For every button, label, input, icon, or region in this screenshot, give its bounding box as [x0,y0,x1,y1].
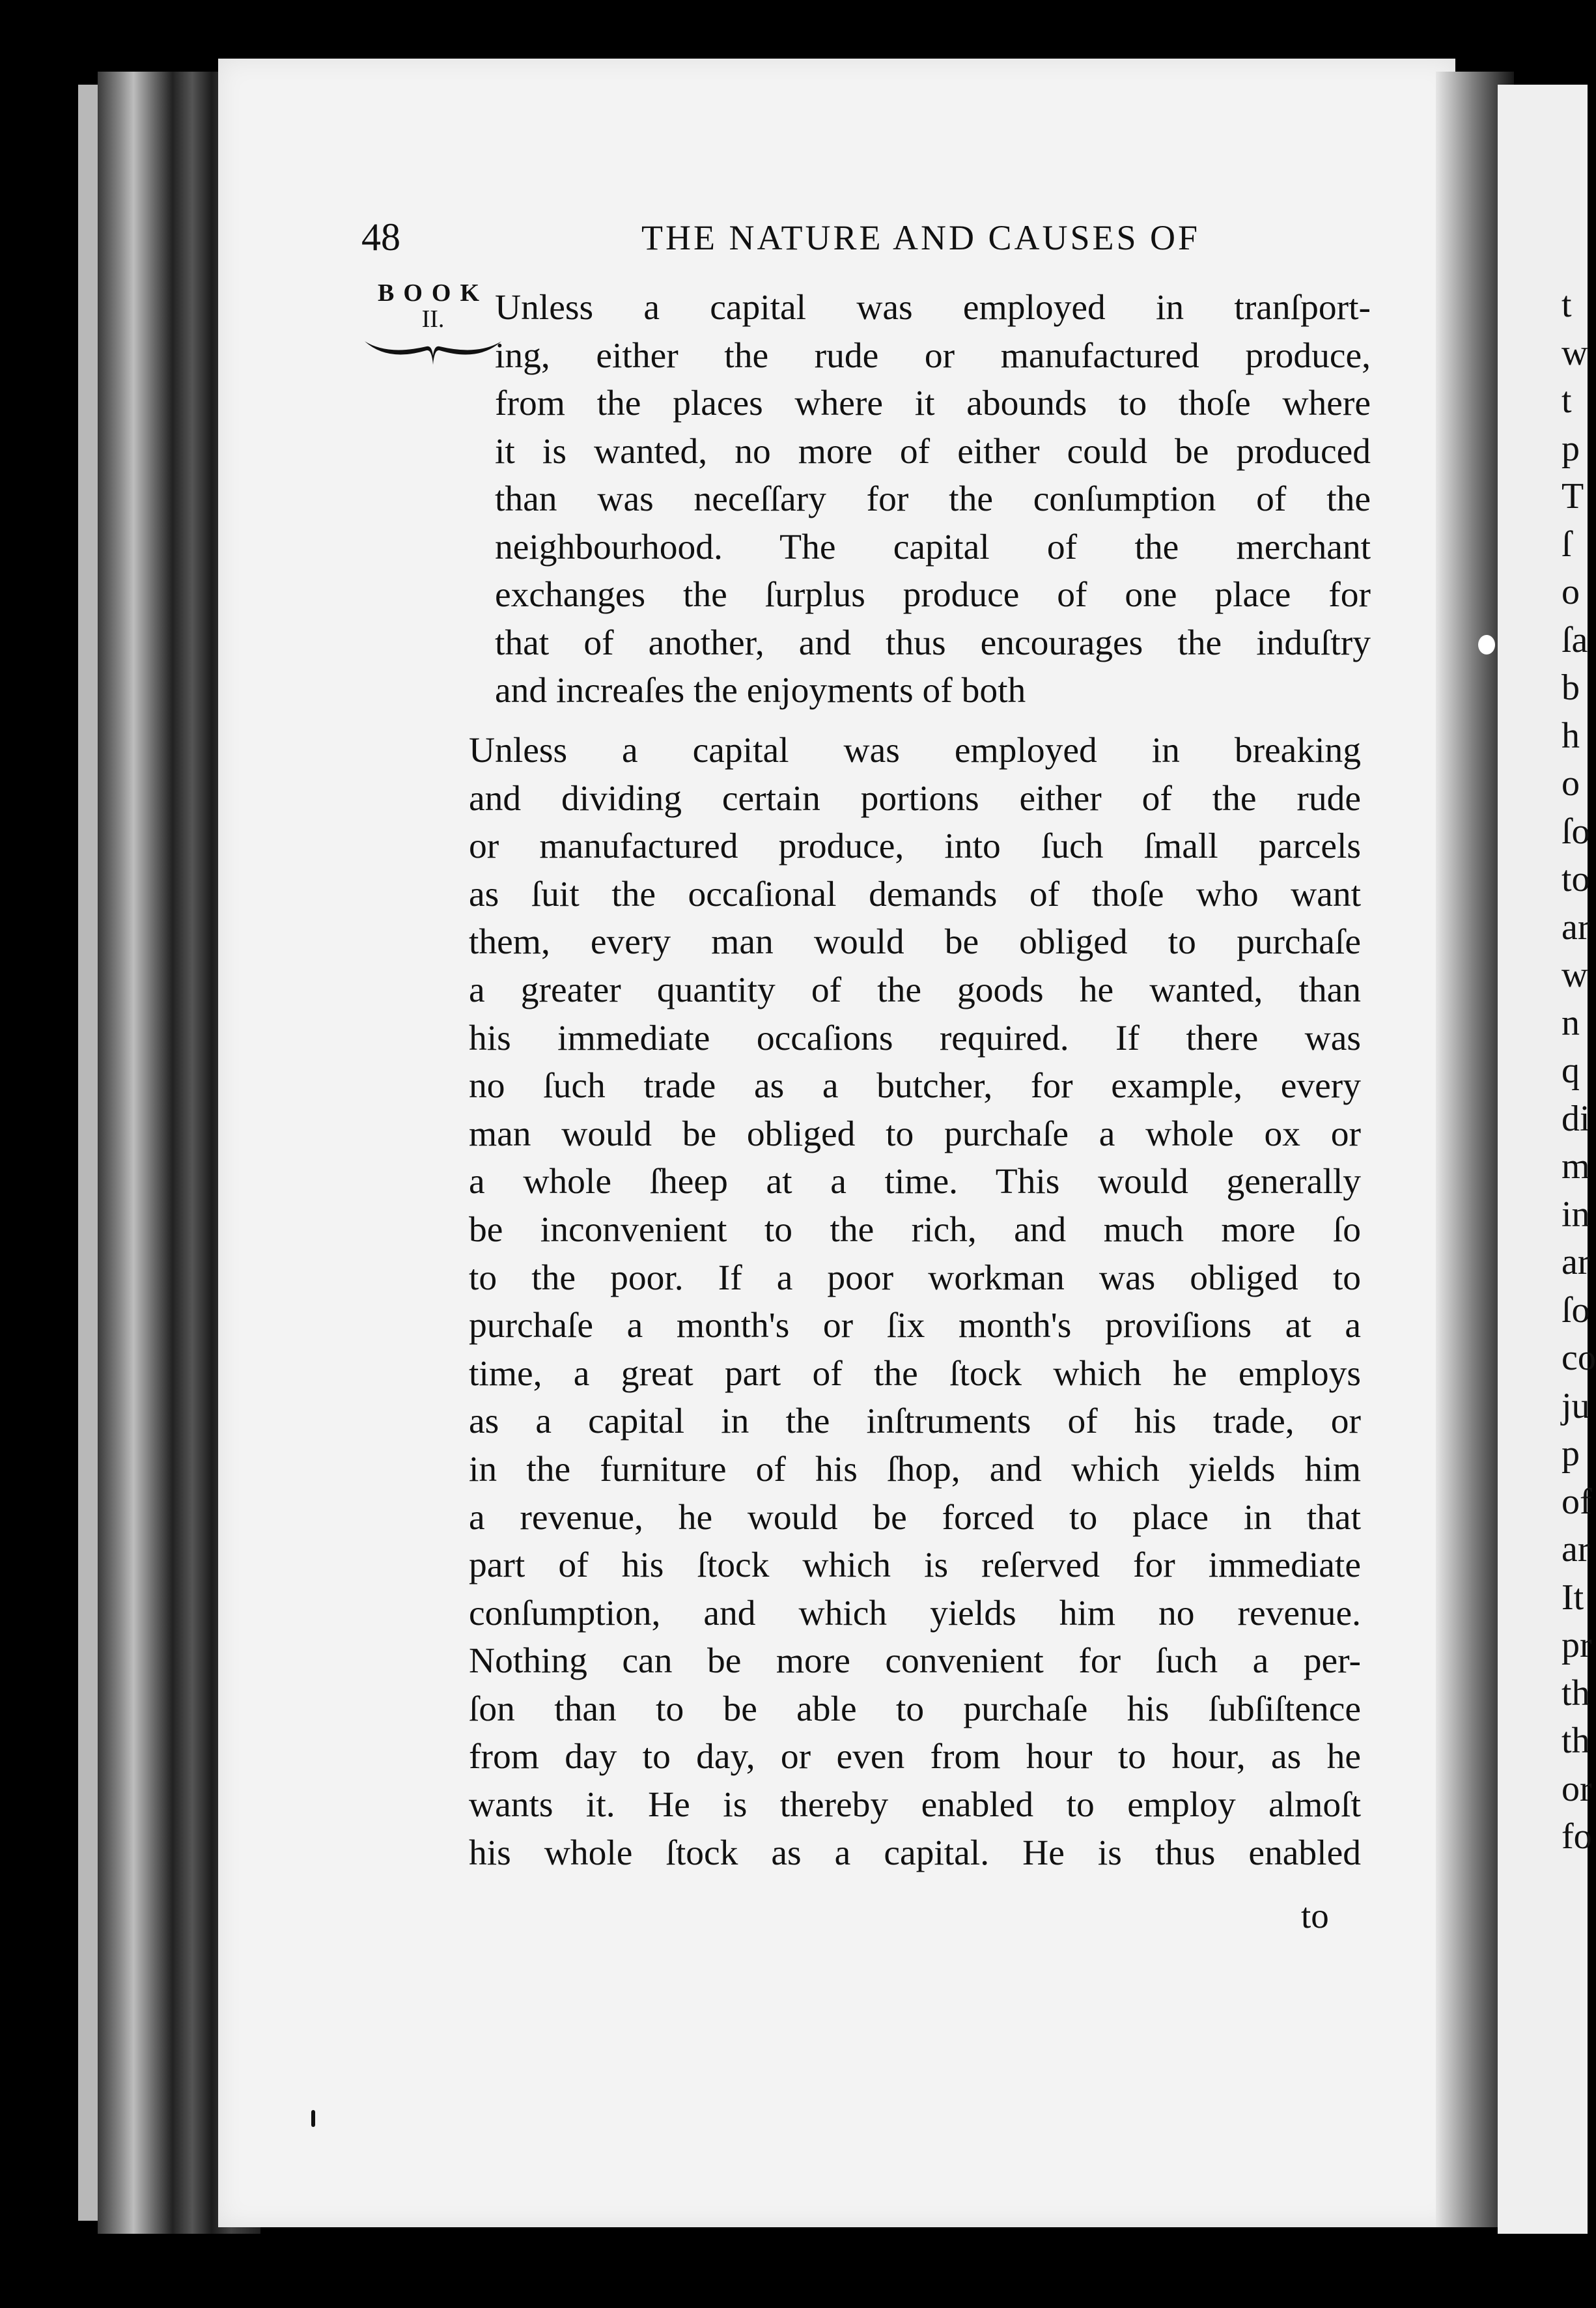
text-line: a whole ſheep at a time. This would generally [469,1162,1361,1202]
running-head: THE NATURE AND CAUSES OF [641,218,1201,257]
text-line: conſumption, and which yields him no revenue. [469,1593,1361,1633]
next-page-fragment: of [1561,1481,1592,1522]
text-line: man would be obliged to purchaſe a whole ox or [469,1114,1361,1154]
next-page-fragment: th [1561,1721,1590,1761]
next-page-fragment: ſ [1561,524,1572,565]
text-line: Unless a capital was employed in tranſport- [495,288,1371,328]
next-page-fragment: w [1561,332,1588,373]
next-page-fragment: p [1561,428,1580,469]
next-page-fragment: q [1561,1050,1580,1091]
paragraph-1 [495,284,1371,715]
text-line: and increaſes the enjoyments of both [495,671,1026,711]
text-line: a greater quantity of the goods he wanted, than [469,970,1361,1010]
text-line: time, a great part of the ſtock which he employs [469,1353,1361,1394]
ink-spot [1478,635,1495,654]
next-page-fragment: di [1561,1098,1590,1139]
next-page-fragment: ſo [1561,1289,1590,1330]
catchword: to [1301,1896,1329,1935]
text-line: his whole ſtock as a capital. He is thus enabled [469,1833,1361,1873]
text-line: ing, either the rude or manufactured produce, [495,335,1371,376]
next-page-fragment: th [1561,1672,1590,1713]
next-page-fragment: co [1561,1338,1596,1378]
brace-ornament-icon [361,336,505,369]
text-line: as ſuit the occaſional demands of thoſe who want [469,874,1361,914]
text-line: exchanges the ſurplus produce of one place for [495,575,1371,615]
next-page-fragment: t [1561,285,1572,325]
next-page-fragment: to [1561,859,1590,899]
next-page-fragment: fo [1561,1816,1592,1857]
next-page-fragment: T [1561,476,1584,516]
next-page-fragment: pr [1561,1625,1592,1665]
next-page-fragment: ar [1561,907,1590,948]
next-page-fragment: o [1561,763,1580,804]
text-line: as a capital in the inſtruments of his trade, or [469,1401,1361,1442]
text-line: ſon than to be able to purchaſe his ſubſiſtence [469,1689,1361,1729]
text-line: that of another, and thus encourages the induſtry [495,623,1371,663]
text-line: wants it. He is thereby enabled to employ almoſt [469,1785,1361,1825]
text-line: to the poor. If a poor workman was obliged to [469,1258,1361,1298]
text-line: part of his ſtock which is reſerved for immediate [469,1545,1361,1586]
text-line: from day to day, or even from hour to hour, as he [469,1737,1361,1777]
text-line: neighbourhood. The capital of the merchant [495,527,1371,567]
text-line: than was neceſſary for the conſumption of the [495,479,1371,519]
text-line: Unless a capital was employed in breaking [469,731,1361,770]
next-page-fragment: b [1561,668,1580,708]
next-page-fragment: t [1561,380,1572,421]
text-line: no ſuch trade as a butcher, for example, every [469,1066,1361,1106]
next-page-fragment: ſa [1561,619,1588,660]
next-page-fragment: h [1561,715,1580,756]
next-page-fragment: p [1561,1433,1580,1474]
text-line: be inconvenient to the rich, and much more ſo [469,1209,1361,1250]
next-page-fragment: n [1561,1002,1580,1043]
margin-note-book: BOOK [377,279,489,307]
next-page-fragment: ju [1561,1385,1590,1426]
next-page-fragment: It [1561,1577,1584,1618]
text-line: and dividing certain portions either of the rude [469,778,1361,819]
next-page-fragment: m [1561,1146,1590,1187]
paragraph-2 [469,727,1361,1877]
text-line: from the places where it abounds to thoſe where [495,384,1371,423]
next-page-fragment: o [1561,572,1580,612]
text-line: his immediate occaſions required. If there was [469,1018,1361,1058]
page-header [361,215,1286,267]
text-line: purchaſe a month's or ſix month's proviſions at a [469,1306,1361,1346]
next-page-fragment: or [1561,1768,1592,1809]
next-page-fragment: in [1561,1194,1590,1235]
text-line: or manufactured produce, into ſuch ſmall parcels [469,826,1361,867]
text-line: in the furniture of his ſhop, and which yields him [469,1449,1361,1489]
text-line: them, every man would be obliged to purchaſe [469,922,1361,963]
next-page-fragment: ſo [1561,811,1590,852]
margin-note [361,279,505,369]
ink-spot [311,2110,315,2127]
text-line: a revenue, he would be forced to place in that [469,1497,1361,1538]
next-page-edge [1498,85,1596,2234]
text-line: it is wanted, no more of either could be produced [495,431,1371,471]
page-number: 48 [361,216,400,259]
text-line: Nothing can be more convenient for ſuch a per- [469,1641,1361,1682]
margin-note-volume: II. [421,305,445,333]
next-page-fragment: w [1561,955,1588,995]
next-page-fragment: ar [1561,1242,1590,1282]
next-page-fragment: ar [1561,1529,1590,1569]
